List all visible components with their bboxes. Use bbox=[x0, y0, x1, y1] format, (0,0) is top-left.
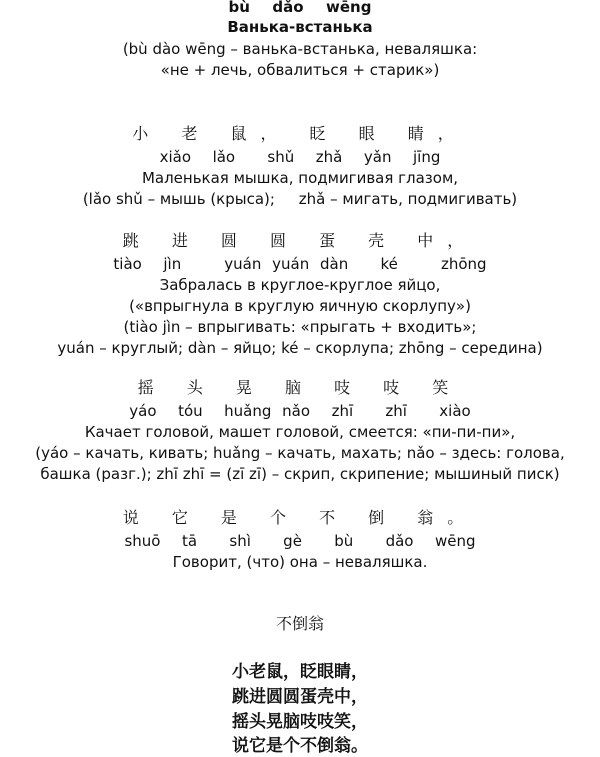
stanza-2-glossary-1: (tiào jìn – впрыгивать: «прыгать + входить»; bbox=[123, 318, 477, 336]
poem-line-4: 说它是个不倒翁。 bbox=[232, 736, 368, 756]
stanza-2-glossary-2: yuán – круглый; dàn – яйцо; ké – скорлупа; zhōng – середина) bbox=[57, 339, 543, 357]
stanza-2-translation: Забралась в круглое-круглое яйцо, bbox=[159, 276, 441, 294]
stanza-1-translation: Маленькая мышка, подмигивая глазом, bbox=[141, 169, 459, 187]
stanza-4-hanzi: 说 它 是 个 不 倒 翁。 bbox=[122, 508, 478, 527]
poem-line-2: 跳进圆圆蛋壳中， bbox=[232, 687, 368, 707]
poem-title: 不倒翁 bbox=[275, 614, 324, 633]
stanza-3-glossary-2: башка (разг.); zhī zhī = (zī zī) – скрип, скрипение; мышиный писк) bbox=[40, 465, 560, 483]
title-explanation-line-1: (bù dào wēng – ванька-встанька, неваляшка: bbox=[122, 40, 478, 58]
stanza-4-pinyin: shuō tā shì gè bù dǎo wēng bbox=[124, 532, 476, 550]
stanza-1-pinyin: xiǎo lǎo shǔ zhǎ yǎn jīng bbox=[159, 148, 441, 166]
stanza-1-hanzi: 小 老 鼠， 眨 眼 睛， bbox=[132, 124, 468, 143]
stanza-4-translation: Говорит, (что) она – неваляшка. bbox=[172, 553, 428, 571]
stanza-1-glossary: (lǎo shǔ – мышь (крыса); zhǎ – мигать, подмигивать) bbox=[82, 190, 518, 208]
stanza-3-pinyin: yáo tóu huǎng nǎo zhī zhī xiào bbox=[129, 402, 471, 420]
stanza-3-translation: Качает головой, машет головой, смеется: «пи-пи-пи», bbox=[84, 423, 516, 441]
russian-title: Ванька-встанька bbox=[227, 18, 373, 36]
stanza-2-pinyin: tiào jìn yuán yuán dàn ké zhōng bbox=[113, 255, 487, 273]
stanza-2-literal: («впрыгнула в круглую яичную скорлупу») bbox=[129, 297, 471, 315]
poem-line-1: 小老鼠，眨眼睛， bbox=[232, 662, 368, 682]
stanza-3-hanzi: 摇 头 晃 脑 吱 吱 笑 bbox=[137, 378, 463, 397]
title-explanation-line-2: «не + лечь, обвалиться + старик») bbox=[160, 61, 440, 79]
poem-line-3: 摇头晃脑吱吱笑， bbox=[232, 712, 368, 732]
stanza-2-hanzi: 跳 进 圆 圆 蛋 壳 中， bbox=[122, 231, 478, 250]
pinyin-title: bù dǎo wēng bbox=[228, 0, 372, 16]
stanza-3-glossary-1: (yáo – качать, кивать; huǎng – качать, махать; nǎo – здесь: голова, bbox=[35, 444, 565, 462]
